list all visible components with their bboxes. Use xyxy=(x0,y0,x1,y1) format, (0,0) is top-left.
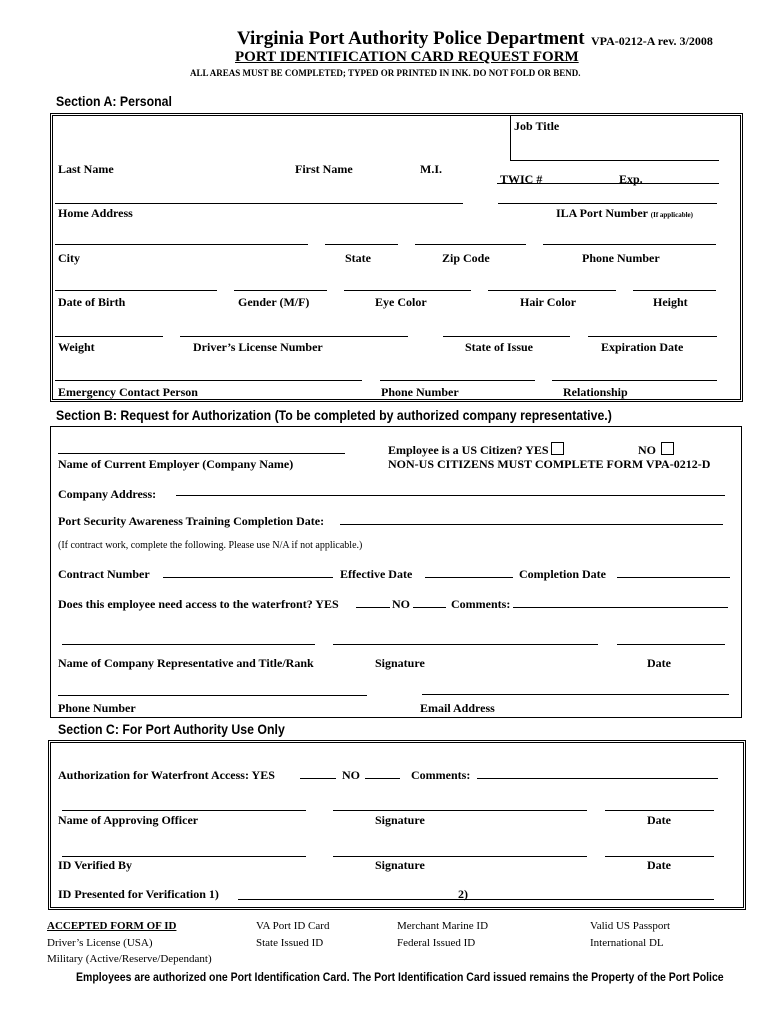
height-field[interactable] xyxy=(588,336,717,337)
company-address-field[interactable] xyxy=(176,495,725,496)
state-issue-field[interactable] xyxy=(380,380,535,381)
emergency-phone-label: Phone Number xyxy=(381,385,459,399)
employer-field[interactable] xyxy=(58,453,345,454)
auth-comments-label: Comments: xyxy=(411,768,471,782)
yes-checkbox[interactable] xyxy=(551,442,564,455)
id-state: State Issued ID xyxy=(256,937,324,949)
state-label: State xyxy=(345,251,371,265)
expiration-label: Expiration Date xyxy=(601,340,684,354)
rep-signature-field[interactable] xyxy=(333,644,598,645)
address-field-2[interactable] xyxy=(325,244,398,245)
wf-no-label: NO xyxy=(392,597,410,611)
id-intl-dl: International DL xyxy=(590,937,664,949)
ila-port-label: ILA Port Number xyxy=(556,206,648,220)
job-title-field[interactable] xyxy=(510,160,719,161)
zip-label: Zip Code xyxy=(442,251,490,265)
city-label: City xyxy=(58,251,80,265)
phone-field[interactable] xyxy=(488,290,616,291)
completion-date-field[interactable] xyxy=(617,577,730,578)
no-label: NO xyxy=(638,443,656,457)
rep-name-label: Name of Company Representative and Title/Rank xyxy=(58,656,314,670)
state-field[interactable] xyxy=(234,290,327,291)
id-federal: Federal Issued ID xyxy=(397,937,476,949)
wf-comments-field[interactable] xyxy=(513,607,728,608)
wf-no-field[interactable] xyxy=(413,607,446,608)
twic-field[interactable] xyxy=(497,183,719,184)
id-passport: Valid US Passport xyxy=(590,920,671,932)
rep-phone-field[interactable] xyxy=(58,695,367,696)
first-name-label: First Name xyxy=(295,162,353,176)
rep-email-label: Email Address xyxy=(420,701,495,715)
mi-label: M.I. xyxy=(420,162,442,176)
effective-date-field[interactable] xyxy=(425,577,513,578)
twic-label: TWIC # xyxy=(500,172,543,186)
ila-note: (If applicable) xyxy=(650,211,693,219)
company-address-label: Company Address: xyxy=(58,487,157,501)
exp-label: Exp. xyxy=(619,172,643,186)
id-verified-label: ID Verified By xyxy=(58,858,133,872)
home-address-label: Home Address xyxy=(58,206,133,220)
wf-comments-label: Comments: xyxy=(451,597,511,611)
id-presented-2-label: 2) xyxy=(458,887,468,901)
auth-no-field[interactable] xyxy=(365,778,400,779)
approving-officer-label: Name of Approving Officer xyxy=(58,813,199,827)
rep-date-label: Date xyxy=(647,656,671,670)
id-presented-field[interactable] xyxy=(238,899,714,900)
auth-no-label: NO xyxy=(342,768,360,782)
verifier-signature-label: Signature xyxy=(375,858,425,872)
accepted-id-heading: ACCEPTED FORM OF ID xyxy=(47,920,177,932)
contract-number-field[interactable] xyxy=(163,577,333,578)
officer-name-field[interactable] xyxy=(62,810,306,811)
employer-label: Name of Current Employer (Company Name) xyxy=(58,457,294,471)
weight-dl-field[interactable] xyxy=(55,380,362,381)
form-instructions: ALL AREAS MUST BE COMPLETED; TYPED OR PRINTED IN INK. DO NOT FOLD OR BEND. xyxy=(190,68,581,78)
state-of-issue-label: State of Issue xyxy=(465,340,533,354)
rep-phone-label: Phone Number xyxy=(58,701,136,715)
officer-date-label: Date xyxy=(647,813,671,827)
officer-signature-label: Signature xyxy=(375,813,425,827)
expiration-field[interactable] xyxy=(552,380,717,381)
id-merchant-marine: Merchant Marine ID xyxy=(397,920,489,932)
hair-color-label: Hair Color xyxy=(520,295,577,309)
emergency-contact-label: Emergency Contact Person xyxy=(58,385,198,399)
job-title-label: Job Title xyxy=(514,119,560,133)
name-field[interactable] xyxy=(55,203,463,204)
verifier-signature-field[interactable] xyxy=(333,856,587,857)
verifier-date-label: Date xyxy=(647,858,671,872)
form-subtitle: PORT IDENTIFICATION CARD REQUEST FORM xyxy=(235,49,579,65)
gender-label: Gender (M/F) xyxy=(238,295,310,309)
address-field-4[interactable] xyxy=(543,244,716,245)
page-title: Virginia Port Authority Police Department xyxy=(237,28,585,49)
effective-date-label: Effective Date xyxy=(340,567,413,581)
rep-email-field[interactable] xyxy=(422,694,729,695)
dl-number-label: Driver’s License Number xyxy=(193,340,323,354)
completion-date-label: Completion Date xyxy=(519,567,606,581)
verifier-name-field[interactable] xyxy=(62,856,306,857)
rep-name-field[interactable] xyxy=(62,644,315,645)
section-a-heading: Section A: Personal xyxy=(56,93,172,109)
section-b-heading: Section B: Request for Authorization (To be completed by authorized company representative.) xyxy=(56,407,612,423)
contract-note: (If contract work, complete the following. Please use N/A if not applicable.) xyxy=(58,540,363,551)
dob-field[interactable] xyxy=(55,336,163,337)
hair-field[interactable] xyxy=(443,336,570,337)
weight-label: Weight xyxy=(58,340,95,354)
extra-field[interactable] xyxy=(633,290,716,291)
contract-number-label: Contract Number xyxy=(58,567,150,581)
wf-yes-field[interactable] xyxy=(356,607,390,608)
relationship-label: Relationship xyxy=(563,385,628,399)
last-name-label: Last Name xyxy=(58,162,114,176)
officer-date-field[interactable] xyxy=(605,810,714,811)
verifier-date-field[interactable] xyxy=(605,856,714,857)
id-drivers-license: Driver’s License (USA) xyxy=(47,937,153,949)
home-address-field[interactable] xyxy=(55,244,308,245)
rep-date-field[interactable] xyxy=(617,644,725,645)
us-citizen-label: Employee is a US Citizen? YES xyxy=(388,443,549,457)
eye-color-label: Eye Color xyxy=(375,295,427,309)
dob-label: Date of Birth xyxy=(58,295,126,309)
zip-field[interactable] xyxy=(344,290,471,291)
officer-signature-field[interactable] xyxy=(333,810,587,811)
ila-port-field[interactable] xyxy=(498,203,717,204)
footer-note: Employees are authorized one Port Identification Card. The Port Identification Card issued remains the Property of the Port Police xyxy=(76,970,724,984)
id-presented-label: ID Presented for Verification 1) xyxy=(58,887,219,901)
address-field-3[interactable] xyxy=(415,244,526,245)
height-label: Height xyxy=(653,295,688,309)
id-va-port: VA Port ID Card xyxy=(256,920,330,932)
city-field[interactable] xyxy=(55,290,217,291)
training-label: Port Security Awareness Training Completion Date: xyxy=(58,514,325,528)
gender-eye-field[interactable] xyxy=(180,336,408,337)
non-us-notice: NON-US CITIZENS MUST COMPLETE FORM VPA-0212-D xyxy=(388,457,711,471)
form-code: VPA-0212-A rev. 3/2008 xyxy=(591,34,713,48)
phone-label: Phone Number xyxy=(582,251,660,265)
rep-signature-label: Signature xyxy=(375,656,425,670)
no-checkbox[interactable] xyxy=(661,442,674,455)
training-field[interactable] xyxy=(340,524,723,525)
auth-yes-field[interactable] xyxy=(300,778,336,779)
auth-access-label: Authorization for Waterfront Access: YES xyxy=(58,768,275,782)
waterfront-question: Does this employee need access to the waterfront? YES xyxy=(58,597,339,611)
id-military: Military (Active/Reserve/Dependant) xyxy=(47,953,212,965)
auth-comments-field[interactable] xyxy=(477,778,718,779)
section-c-heading: Section C: For Port Authority Use Only xyxy=(58,721,285,737)
